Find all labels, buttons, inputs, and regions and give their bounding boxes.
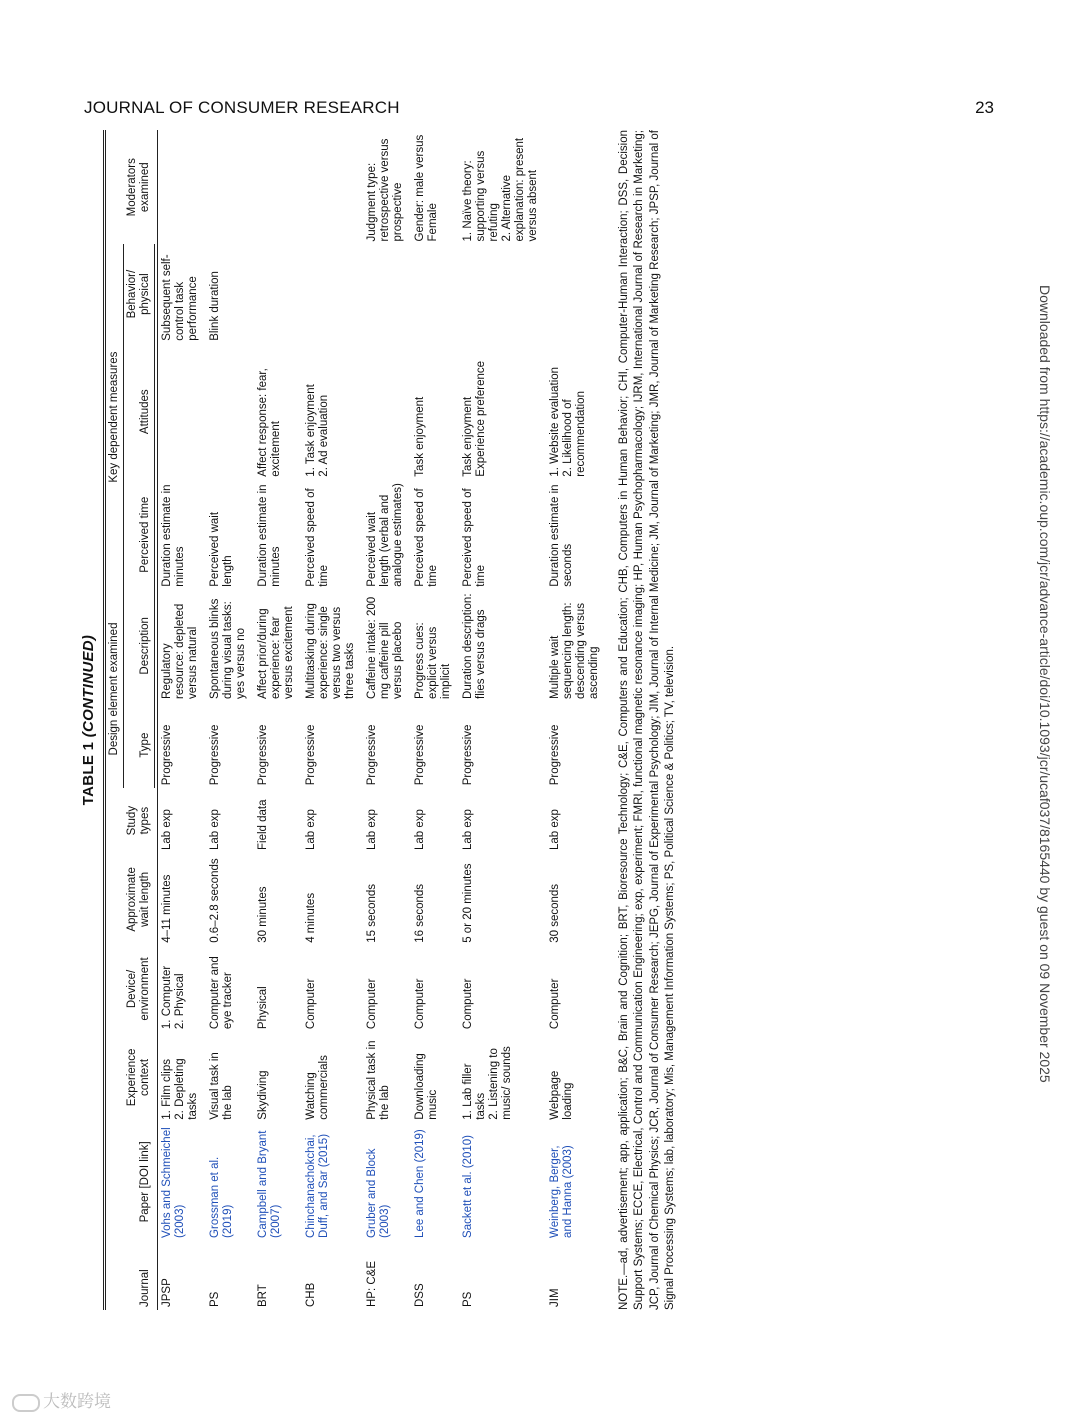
col-perceived: Perceived time xyxy=(123,480,154,590)
table-row xyxy=(546,130,607,1310)
cell-moderators xyxy=(302,130,363,244)
col-paper: Paper [DOI link] xyxy=(105,1123,155,1241)
col-description: Description xyxy=(123,590,154,702)
cell-type: Progressive xyxy=(413,724,426,786)
table-title-continued: (CONTINUED) xyxy=(80,634,97,738)
cell-journal: JPSP xyxy=(160,1278,173,1307)
cell-paper[interactable]: Sackett et al. (2010) xyxy=(461,1135,474,1238)
cell-type: Progressive xyxy=(160,724,173,786)
cell-perceived: Perceived speed of time xyxy=(304,488,330,587)
cell-attitudes: 1. Website evaluation 2. Likelihood of recommendation xyxy=(548,366,587,477)
col-design-group: Design element examined xyxy=(105,590,124,789)
cell-study: Field data xyxy=(256,799,269,850)
cell-paper[interactable]: Weinberg, Berger, and Hanna (2003) xyxy=(548,1145,574,1238)
cell-paper[interactable]: Gruber and Block (2003) xyxy=(365,1148,391,1238)
cell-description: Multiple wait sequencing length: descending versus ascending xyxy=(548,602,600,699)
cell-description: Multitasking during experience: single versus two versus three tasks xyxy=(304,603,356,699)
cell-journal: BRT xyxy=(256,1284,269,1307)
cell-attitudes xyxy=(363,344,411,480)
cell-perceived: Duration estimate in seconds xyxy=(548,484,574,587)
cell-study: Lab exp xyxy=(461,809,474,850)
cell-type: Progressive xyxy=(548,724,561,786)
col-journal: Journal xyxy=(105,1241,155,1310)
col-dv-group: Key dependent measures xyxy=(105,244,124,589)
cell-study: Lab exp xyxy=(208,809,221,850)
cell-type: Progressive xyxy=(208,724,221,786)
cell-moderators xyxy=(157,130,205,244)
cell-behavior xyxy=(254,244,302,343)
cell-context: Downloading music xyxy=(413,1053,439,1120)
watermark xyxy=(12,1387,111,1412)
cell-study: Lab exp xyxy=(548,809,561,850)
cell-type: Progressive xyxy=(256,724,269,786)
cell-wait: 30 seconds xyxy=(548,883,561,943)
cell-paper[interactable]: Campbell and Bryant (2007) xyxy=(256,1130,282,1238)
cell-journal: DSS xyxy=(413,1283,426,1307)
cell-attitudes: Affect response: fear, excitement xyxy=(256,368,282,477)
cell-description: Affect prior/during experience: fear versus excitement xyxy=(256,606,295,699)
cell-paper[interactable]: Grossman et al. (2019) xyxy=(208,1156,234,1238)
cell-journal: PS xyxy=(208,1291,221,1307)
cell-description: Spontaneous blinks during visual tasks: yes versus no xyxy=(208,598,247,699)
cell-journal: CHB xyxy=(304,1282,317,1307)
cell-perceived: Perceived wait length (verbal and analogue estimates) xyxy=(365,483,404,587)
cell-wait: 0.6–2.8 seconds xyxy=(208,858,221,943)
cell-attitudes: Task enjoyment xyxy=(413,396,426,477)
cell-behavior xyxy=(363,244,411,343)
cell-study: Lab exp xyxy=(365,809,378,850)
cell-device: 1. Computer 2. Physical xyxy=(160,965,186,1030)
cell-behavior: Subsequent self-control task performance xyxy=(160,254,199,341)
col-wait: Approximate wait length xyxy=(105,853,155,946)
table-row xyxy=(254,130,302,1310)
table-title-main: TABLE 1 xyxy=(80,737,97,806)
cell-context: Webpage loading xyxy=(548,1070,574,1120)
cell-wait: 15 seconds xyxy=(365,883,378,943)
cell-attitudes: Task enjoyment Experience preference xyxy=(461,360,487,477)
cell-perceived: Duration estimate in minutes xyxy=(256,484,282,587)
cell-attitudes xyxy=(157,344,205,480)
cell-paper[interactable]: Lee and Chen (2019) xyxy=(413,1129,426,1238)
table-row xyxy=(363,130,411,1310)
cell-paper[interactable]: Vohs and Schmeichel (2003) xyxy=(160,1127,186,1238)
cell-wait: 5 or 20 minutes xyxy=(461,863,474,943)
page-header xyxy=(84,98,994,122)
cell-moderators: Judgment type: retrospective versus prospective xyxy=(365,138,404,242)
cell-moderators xyxy=(206,130,254,244)
col-attitudes: Attitudes xyxy=(123,344,154,480)
table-note: NOTE.—ad, advertisement; app, application; B&C, Brain and Cognition; BRT, Bioresource Technology; C&E, Computers and Education; CHB, Computers in Human Behavior; CHI, Computer-Human Interaction; DSS, Decision Support Systems; ECCE, Electrical, Control and Communication Engineering; exp, experiment; FMRI, functional magnetic resonance imaging; HP, Human Psychopharmacology; IJRM, International Journal of Research in Marketing; JCP, Journal of Chemical Physics; JCR, Journal of Consumer Research; JEPG, Journal of Experimental Psychology; JIM, Journal of Internal Medicine; JM, Journal of Marketing; JMR, Journal of Marketing Research; JPSP, Journal of Signal Processing Systems; lab, laboratory; Mis, Management Information Systems; PS, Political Science & Politics; TV, television. xyxy=(617,130,677,1310)
cell-attitudes: 1. Task enjoyment 2. Ad evaluation xyxy=(304,384,330,477)
cell-context: 1. Lab filler tasks 2. Listening to music/ sounds xyxy=(461,1046,513,1120)
cell-device: Physical xyxy=(256,986,269,1030)
cell-context: 1. Film clips 2. Depleting tasks xyxy=(160,1058,199,1120)
rotated-table-page xyxy=(80,130,780,1310)
cell-attitudes xyxy=(206,344,254,480)
cell-perceived: Perceived speed of time xyxy=(413,488,439,587)
cell-moderators: 1. Naïve theory: supporting versus refuting 2. Alternative explanation: present versus absent xyxy=(461,137,539,242)
cell-device: Computer xyxy=(548,978,561,1030)
cell-type: Progressive xyxy=(365,724,378,786)
cell-device: Computer xyxy=(413,978,426,1030)
cell-behavior: Blink duration xyxy=(208,271,221,341)
cell-behavior xyxy=(546,244,607,343)
table-row xyxy=(302,130,363,1310)
table-title xyxy=(80,130,97,1310)
cell-perceived: Duration estimate in minutes xyxy=(160,484,186,587)
col-moderators: Moderators examined xyxy=(105,130,155,244)
cell-type: Progressive xyxy=(304,724,317,786)
cell-moderators xyxy=(546,130,607,244)
cell-wait: 4 minutes xyxy=(304,892,317,943)
cell-description: Regulatory resource: depleted versus natural xyxy=(160,603,199,699)
cell-device: Computer xyxy=(304,978,317,1030)
download-side-text-wrap xyxy=(1033,285,1053,1145)
table-row xyxy=(157,130,205,1310)
cell-behavior xyxy=(411,244,459,343)
cell-perceived: Perceived speed of time xyxy=(461,488,487,587)
journal-name: JOURNAL OF CONSUMER RESEARCH xyxy=(84,98,400,117)
data-table xyxy=(103,130,607,1310)
col-device: Device/ environment xyxy=(105,946,155,1032)
cell-study: Lab exp xyxy=(304,809,317,850)
cell-device: Computer and eye tracker xyxy=(208,956,234,1030)
table-row xyxy=(411,130,459,1310)
cell-description: Progress cues: explicit versus implicit xyxy=(413,622,452,699)
page-number: 23 xyxy=(975,98,994,117)
col-context: Experience context xyxy=(105,1032,155,1123)
cell-study: Lab exp xyxy=(160,809,173,850)
download-side-text: Downloaded from https://academic.oup.com/jcr/advance-article/doi/10.1093/jcr/ucaf037/8165440 by guest on 09 November 2025 xyxy=(1037,285,1053,1083)
cell-description: Duration description: flies versus drags xyxy=(461,593,487,699)
cell-moderators: Gender: male versus Female xyxy=(413,134,439,242)
watermark-logo-icon xyxy=(12,1394,40,1412)
table-row xyxy=(206,130,254,1310)
cell-context: Skydiving xyxy=(256,1070,269,1120)
cell-context: Visual task in the lab xyxy=(208,1052,234,1120)
cell-behavior xyxy=(459,244,546,343)
cell-context: Watching commercials xyxy=(304,1055,330,1120)
cell-journal: PS xyxy=(461,1291,474,1307)
cell-wait: 4–11 minutes xyxy=(160,874,173,943)
col-study: Study types xyxy=(105,788,155,853)
cell-type: Progressive xyxy=(461,724,474,786)
cell-paper[interactable]: Chinchanachokchai, Duff, and Sar (2015) xyxy=(304,1133,330,1238)
cell-perceived: Perceived wait length xyxy=(208,511,234,587)
cell-journal: HP: C&E xyxy=(365,1260,378,1307)
cell-moderators xyxy=(254,130,302,244)
cell-context: Physical task in the lab xyxy=(365,1040,391,1120)
col-behavior: Behavior/ physical xyxy=(123,244,154,343)
cell-wait: 16 seconds xyxy=(413,883,426,943)
cell-behavior xyxy=(302,244,363,343)
cell-journal: JIM xyxy=(548,1288,561,1307)
watermark-text: 大数跨境 xyxy=(43,1392,111,1411)
cell-device: Computer xyxy=(365,978,378,1030)
col-type: Type xyxy=(123,702,154,788)
cell-wait: 30 minutes xyxy=(256,886,269,943)
cell-study: Lab exp xyxy=(413,809,426,850)
table-row xyxy=(459,130,546,1310)
cell-description: Caffeine intake: 200 mg caffeine pill versus placebo xyxy=(365,596,404,699)
cell-device: Computer xyxy=(461,978,474,1030)
